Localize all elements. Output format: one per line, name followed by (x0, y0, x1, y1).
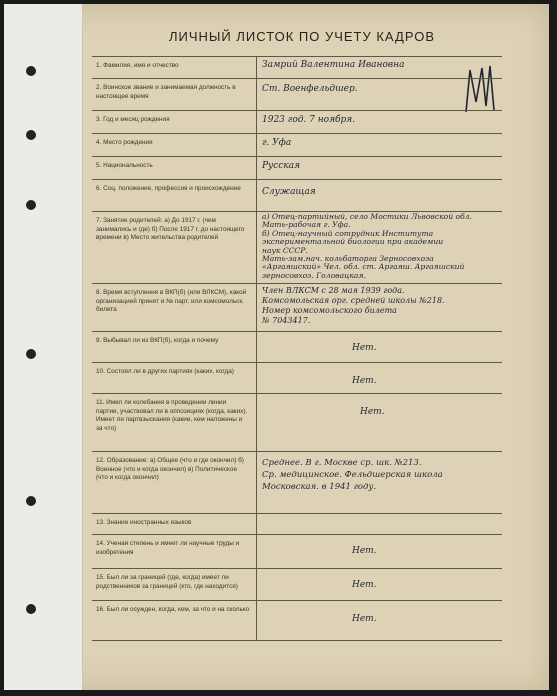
row-label: 13. Знание иностранных языков (96, 519, 192, 526)
form-row (92, 393, 502, 452)
form-row (92, 331, 502, 363)
row-label: 5. Национальность (96, 162, 153, 169)
row-answer: Русская (262, 161, 301, 171)
form-row (92, 179, 502, 212)
row-label: 2. Воинское звание и занимаемая должность в настоящее время (96, 84, 236, 100)
form-row (92, 283, 502, 332)
row-label: 9. Выбывал ли из ВКП(б), когда и почему (96, 337, 219, 344)
row-answer: Среднее. В г. Москве ср. шк. №213. Ср. медицинское. Фельдшерская школа Московская. в 1941 году. (262, 458, 443, 492)
punch-hole (26, 66, 36, 76)
form-title: ЛИЧНЫЙ ЛИСТОК ПО УЧЕТУ КАДРОВ (169, 29, 435, 44)
row-answer: Нет. (360, 407, 385, 417)
row-label: 6. Соц. положение, профессия и происхождение (96, 185, 241, 192)
punch-hole (26, 604, 36, 614)
row-answer: Ст. Военфельдшер. (262, 84, 358, 94)
row-answer: 1923 год. 7 ноября. (262, 115, 356, 125)
punch-hole (26, 349, 36, 359)
row-label: 10. Состоял ли в других партиях (каких, когда) (96, 368, 234, 375)
row-answer: Нет. (352, 614, 377, 624)
row-answer: г. Уфа (262, 138, 292, 148)
row-label: 16. Был ли осужден, когда, кем, за что и на сколько (96, 606, 250, 613)
row-label: 15. Был ли за границей (где, когда) имеет ли родственников за границей (кто, где находится) (96, 574, 238, 590)
form-row (92, 78, 502, 111)
binding-margin (4, 4, 83, 690)
form-row (92, 513, 502, 535)
form-row (92, 451, 502, 514)
punch-hole (26, 496, 36, 506)
row-answer: Член ВЛКСМ с 28 мая 1939 года. Комсомольская орг. средней школы №218. Номер комсомольского билета № 7043417. (262, 286, 445, 325)
row-label: 3. Год и месяц рождения (96, 116, 170, 123)
row-label: 12. Образование: а) Общее (что и где окончил) б) Военное (что и когда окончил) в) Политическое (что и когда окончил) (96, 457, 244, 482)
row-answer: Замрий Валентина Ивановна (262, 60, 405, 70)
form-row (92, 56, 502, 79)
row-label: 1. Фамилия, имя и отчество (96, 62, 179, 69)
row-label: 4. Место рождения (96, 139, 153, 146)
row-label: 14. Ученая степень и имеет ли научные труды и изобретения (96, 540, 240, 556)
form-row (92, 110, 502, 134)
form-row (92, 133, 502, 157)
row-label: 11. Имел ли колебания в проведении линии партии, участвовал ли в оппозициях (когда, каких). Имеет ли партвзыскания (какие, кем наложены и за что) (96, 399, 248, 432)
punch-hole (26, 130, 36, 140)
form-row (92, 362, 502, 394)
row-answer: Нет. (352, 546, 377, 556)
row-label: 7. Занятие родителей: а) До 1917 г. (чем занимались и где) б) После 1917 г. до настоящего времени в) Место жительства родителей (96, 217, 245, 242)
row-label: 8. Время вступления в ВКП(б) (или ВЛКСМ), какой организацией принят и № парт. или комсомольск. билета (96, 289, 247, 314)
form-row (92, 534, 502, 569)
form-row (92, 568, 502, 601)
document-sheet (4, 4, 549, 690)
punch-hole (26, 200, 36, 210)
form-row (92, 600, 502, 641)
row-answer: Нет. (352, 343, 377, 353)
row-answer: Служащая (262, 187, 316, 197)
form-row (92, 211, 502, 284)
row-answer: Нет. (352, 580, 377, 590)
row-answer: а) Отец-партийный, село Мостики Львовской обл. Мать-рабочая г. Уфа. б) Отец-научный сотрудник Института экспериментальной биологии при академии наук СССР. Мать-зам.нач. кольбаторга Зерносовхоза «Аргаяшский» Чел. обл. ст. Аргаяш. Аргаяшский зерносовхоз. Головацкая. (262, 212, 472, 280)
form-row (92, 156, 502, 180)
row-answer: Нет. (352, 376, 377, 386)
